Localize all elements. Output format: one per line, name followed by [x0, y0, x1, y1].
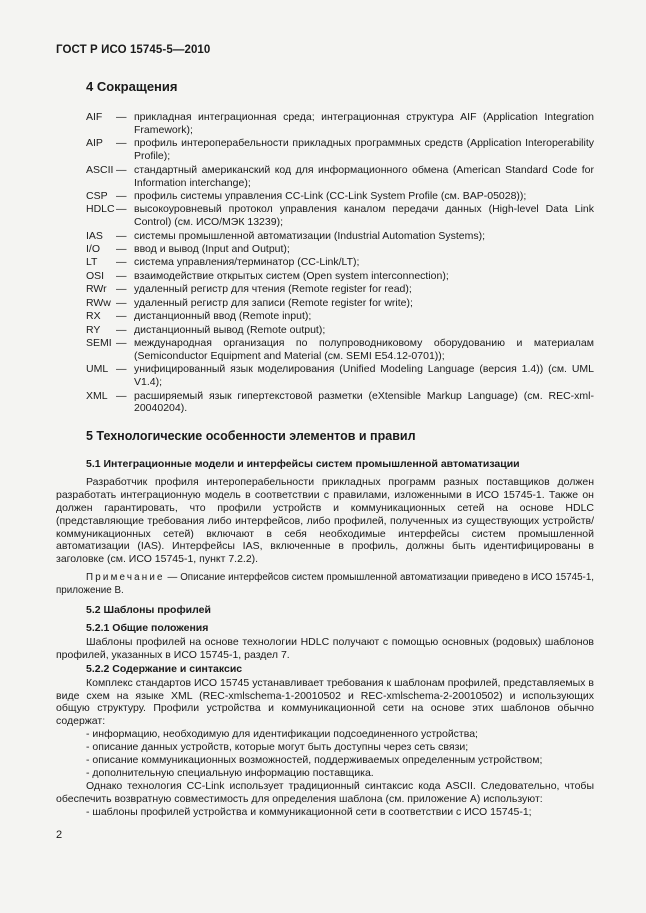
abbreviation-dash: —: [116, 283, 127, 296]
note-label: Примечание: [86, 572, 165, 584]
abbreviation-dash: —: [116, 243, 127, 256]
abbreviation-definition: стандартный американский код для информационного обмена (American Standard Code for Information interchange);: [134, 163, 594, 189]
abbreviation-row: [86, 203, 594, 229]
abbreviation-definition: удаленный регистр для чтения (Remote register for read);: [134, 283, 412, 296]
abbreviation-term: IAS: [86, 229, 103, 242]
section-5-body: [56, 458, 594, 819]
abbreviation-definition: профиль интероперабельности прикладных программных средств (Application Interoperability Profile);: [134, 137, 594, 163]
abbreviation-term: ASCII: [86, 163, 114, 176]
list-item: - шаблоны профилей устройства и коммуникационной сети в соответствии с ИСО 15745-1;: [86, 805, 532, 818]
subsection-5-2-2-title: 5.2.2 Содержание и синтаксис: [86, 662, 243, 675]
abbreviation-definition: дистанционный вывод (Remote output);: [134, 323, 326, 336]
abbreviation-term: SEMI: [86, 336, 112, 349]
abbreviation-row: [86, 390, 594, 416]
abbreviation-row: [86, 283, 594, 296]
subsection-5-2-1-title: 5.2.1 Общие положения: [86, 621, 209, 634]
abbreviation-dash: —: [116, 229, 127, 242]
subsection-5-2-title: 5.2 Шаблоны профилей: [86, 604, 211, 617]
abbreviation-row: [86, 310, 594, 323]
list-item: - информацию, необходимую для идентификации подсоединенного устройства;: [86, 728, 478, 741]
abbreviation-term: XML: [86, 389, 108, 402]
abbreviation-term: CSP: [86, 189, 108, 202]
list-item: - дополнительную специальную информацию поставщика.: [86, 766, 374, 779]
abbreviation-row: [86, 337, 594, 363]
abbreviation-row: [86, 137, 594, 163]
abbreviation-definition: удаленный регистр для записи (Remote register for write);: [134, 296, 413, 309]
abbreviation-row: [86, 230, 594, 243]
abbreviation-term: RX: [86, 310, 101, 323]
abbreviation-definition: международная организация по полупроводниковому оборудованию и материалам (Semiconductor Equipment and Material (см. SEMI E54.12-0701));: [134, 336, 594, 362]
abbreviation-dash: —: [116, 323, 127, 336]
abbreviation-dash: —: [116, 137, 127, 150]
abbreviation-term: OSI: [86, 269, 105, 282]
abbreviation-definition: ввод и вывод (Input and Output);: [134, 243, 290, 256]
abbreviation-term: HDLC: [86, 203, 115, 216]
abbreviation-row: [86, 297, 594, 310]
abbreviation-dash: —: [116, 111, 127, 123]
note-text: — Описание интерфейсов систем промышленной автоматизации приведено в ИСО 15745-1, приложение В.: [56, 572, 594, 597]
subsection-5-2-2-paragraph: Комплекс стандартов ИСО 15745 устанавливает требования к шаблонам профилей, представляемых в виде схем на языке XML (REC-xmlschema-1-20010502 и REC-xmlschema-2-20010502) и использующих общую структуру. Профили устройства и коммуникационной сети на основе этих шаблонов обычно содержат:: [56, 676, 594, 728]
abbreviation-row: [86, 164, 594, 190]
subsection-5-1-title: 5.1 Интеграционные модели и интерфейсы систем промышленной автоматизации: [86, 458, 520, 470]
abbreviation-term: RY: [86, 323, 101, 336]
abbreviation-dash: —: [116, 389, 127, 402]
abbreviation-row: [86, 190, 594, 203]
abbreviation-list: [86, 111, 594, 416]
abbreviation-definition: прикладная интеграционная среда; интеграционная структура AIF (Application Integration Framework);: [134, 111, 594, 136]
subsection-5-1-paragraph: Разработчик профиля интероперабельности прикладных программ разных поставщиков должен разработать интеграционную модель в соответствии с правилами, изложенными в ИСО 15745-1. Также он должен гарантировать, что профили устройств и коммуникационных сетей на основе HDLC (представляющие требования либо интерфейсов, либо профилей, полученных из существующих устройств/коммуникационных сетей) включают в себя необходимые интерфейсы систем промышленной автоматизации (IAS). Интерфейсы IAS, включенные в профиль, должны быть идентифицированы в заголовке (см. ИСО 15745-1, пункт 7.2.2).: [56, 475, 594, 566]
abbreviation-dash: —: [116, 189, 127, 202]
abbreviation-term: UML: [86, 363, 109, 376]
abbreviation-dash: —: [116, 203, 127, 216]
abbreviation-dash: —: [116, 296, 127, 309]
abbreviation-dash: —: [116, 336, 127, 349]
section-5-title: 5 Технологические особенности элементов и правил: [86, 429, 416, 443]
content-list: [56, 728, 594, 780]
page-number: 2: [56, 829, 63, 841]
subsection-5-2-1-paragraph: Шаблоны профилей на основе технологии HDLC получают с помощью основных (родовых) шаблонов профилей, указанных в ИСО 15745-1, раздел 7.: [56, 635, 594, 661]
document-header: ГОСТ Р ИСО 15745-5—2010: [56, 44, 211, 56]
abbreviation-row: [86, 243, 594, 256]
section-4-title: 4 Сокращения: [86, 79, 178, 94]
abbreviation-row: [86, 363, 594, 389]
abbreviation-definition: взаимодействие открытых систем (Open system interconnection);: [134, 269, 449, 282]
abbreviation-term: RWw: [86, 296, 111, 309]
abbreviation-term: LT: [86, 256, 98, 269]
subsection-5-2-2-paragraph-2: Однако технология CC-Link использует традиционный синтаксис кода ASCII. Следовательно, чтобы обеспечить возвратную совместимость для определения шаблона (см. приложение А) используют:: [56, 779, 594, 805]
abbreviation-definition: системы промышленной автоматизации (Industrial Automation Systems);: [134, 229, 485, 242]
abbreviation-definition: дистанционный ввод (Remote input);: [134, 310, 312, 323]
abbreviation-definition: унифицированный язык моделирования (Unified Modeling Language (версия 1.4)) (см. UML V1.4);: [134, 363, 594, 389]
abbreviation-row: [86, 256, 594, 269]
abbreviation-dash: —: [116, 310, 127, 323]
list-item: - описание данных устройств, которые могут быть доступны через сеть связи;: [86, 741, 469, 754]
abbreviation-dash: —: [116, 256, 127, 269]
note: [56, 572, 594, 598]
abbreviation-row: [86, 324, 594, 337]
abbreviation-dash: —: [116, 269, 127, 282]
abbreviation-row: [86, 270, 594, 283]
list-item: - описание коммуникационных возможностей, поддерживаемых определенным устройством;: [86, 754, 543, 767]
abbreviation-dash: —: [116, 163, 127, 176]
template-list: [56, 806, 594, 819]
abbreviation-definition: высокоуровневый протокол управления каналом передачи данных (High-level Data Link Control) (см. ИСО/МЭК 13239);: [134, 203, 594, 229]
abbreviation-definition: расширяемый язык гипертекстовой разметки (eXtensible Markup Language) (см. REC-xml-20040204).: [134, 389, 594, 415]
abbreviation-term: AIF: [86, 111, 103, 123]
abbreviation-dash: —: [116, 363, 127, 376]
abbreviation-row: [86, 111, 594, 137]
abbreviation-term: RWr: [86, 283, 107, 296]
abbreviation-term: I/O: [86, 243, 101, 256]
abbreviation-term: AIP: [86, 137, 103, 150]
abbreviation-definition: система управления/терминатор (CC-Link/LT);: [134, 256, 360, 269]
abbreviation-definition: профиль системы управления CC-Link (CC-Link System Profile (см. BAP-05028));: [134, 189, 527, 202]
